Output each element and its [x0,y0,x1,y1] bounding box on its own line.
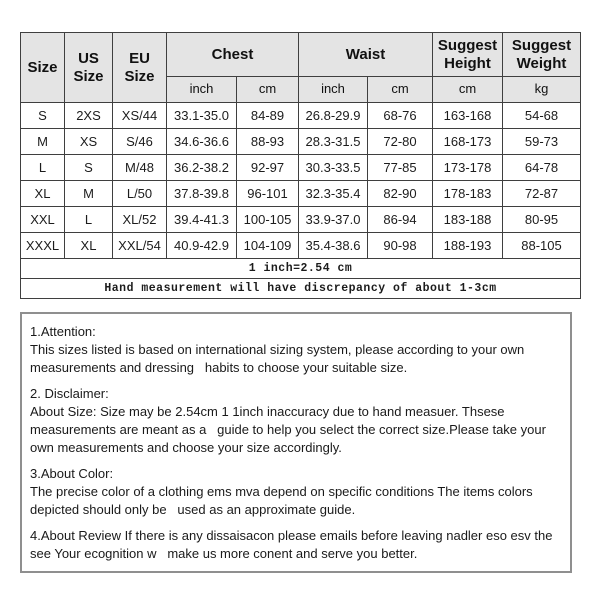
cell-height: 173-178 [433,155,503,181]
cell-waist-cm: 90-98 [368,233,433,259]
size-chart-table [20,32,581,299]
cell-chest-inch: 33.1-35.0 [167,103,237,129]
cell-waist-inch: 33.9-37.0 [299,207,368,233]
cell-size: XXXL [21,233,65,259]
hand-measurement-row [21,279,581,299]
cell-waist-cm: 82-90 [368,181,433,207]
cell-weight: 88-105 [503,233,581,259]
cell-us: XS [65,129,113,155]
note-about-review-body: 4.About Review If there is any dissaisacon please emails before leaving nadler eso esv the see Your ecognition w make us more conent and serve you better. [30,528,557,561]
cell-waist-inch: 35.4-38.6 [299,233,368,259]
header-suggest-weight: Suggest Weight [503,33,581,77]
cell-eu: M/48 [113,155,167,181]
cell-us: L [65,207,113,233]
cell-eu: XXL/54 [113,233,167,259]
cell-height: 163-168 [433,103,503,129]
cell-us: 2XS [65,103,113,129]
cell-size: S [21,103,65,129]
cell-chest-inch: 37.8-39.8 [167,181,237,207]
cell-weight: 72-87 [503,181,581,207]
cell-chest-cm: 100-105 [237,207,299,233]
table-row [21,129,581,155]
cell-weight: 59-73 [503,129,581,155]
disclaimer-box [20,312,572,573]
cell-waist-cm: 68-76 [368,103,433,129]
cell-chest-cm: 92-97 [237,155,299,181]
table-row [21,207,581,233]
cell-chest-cm: 88-93 [237,129,299,155]
cell-waist-cm: 72-80 [368,129,433,155]
table-row [21,181,581,207]
cell-weight: 64-78 [503,155,581,181]
note-about-color [30,465,566,519]
unit-waist-inch: inch [299,77,368,103]
table-header-row [21,33,581,77]
header-waist: Waist [299,33,433,77]
cell-chest-cm: 96-101 [237,181,299,207]
cell-waist-inch: 32.3-35.4 [299,181,368,207]
cell-chest-inch: 40.9-42.9 [167,233,237,259]
note-attention-title: 1.Attention: [30,324,96,339]
header-us-size: US Size [65,33,113,103]
table-row [21,155,581,181]
cell-us: XL [65,233,113,259]
cell-height: 183-188 [433,207,503,233]
cell-waist-cm: 77-85 [368,155,433,181]
unit-chest-inch: inch [167,77,237,103]
table-row [21,103,581,129]
cell-eu: L/50 [113,181,167,207]
cell-weight: 54-68 [503,103,581,129]
cell-weight: 80-95 [503,207,581,233]
unit-height-cm: cm [433,77,503,103]
table-row [21,233,581,259]
cell-chest-inch: 36.2-38.2 [167,155,237,181]
inch-conversion-note: 1 inch=2.54 cm [21,259,581,279]
unit-waist-cm: cm [368,77,433,103]
cell-us: S [65,155,113,181]
cell-size: L [21,155,65,181]
cell-eu: XL/52 [113,207,167,233]
cell-eu: S/46 [113,129,167,155]
cell-waist-inch: 26.8-29.9 [299,103,368,129]
note-attention-body: This sizes listed is based on international sizing system, please according to your own measurements and dressing habits to choose your suitable size. [30,342,528,375]
note-disclaimer-body: About Size: Size may be 2.54cm 1 1inch inaccuracy due to hand measuer. Thsese measurements are meant as a guide to help you select the correct size.Please take your own measurements and choose your size accordingly. [30,404,550,455]
note-disclaimer-title: 2. Disclaimer: [30,386,109,401]
cell-height: 178-183 [433,181,503,207]
header-size: Size [21,33,65,103]
cell-size: XXL [21,207,65,233]
cell-chest-cm: 104-109 [237,233,299,259]
note-about-review [30,527,566,563]
note-about-color-body: The precise color of a clothing ems mva depend on specific conditions The items colors depicted should only be used as an approximate guide. [30,484,537,517]
cell-size: XL [21,181,65,207]
note-about-color-title: 3.About Color: [30,466,114,481]
cell-waist-inch: 28.3-31.5 [299,129,368,155]
hand-measurement-note: Hand measurement will have discrepancy of about 1-3cm [21,279,581,299]
note-attention [30,323,566,377]
unit-weight-kg: kg [503,77,581,103]
cell-eu: XS/44 [113,103,167,129]
note-disclaimer [30,385,566,457]
header-eu-size: EU Size [113,33,167,103]
unit-chest-cm: cm [237,77,299,103]
cell-chest-inch: 39.4-41.3 [167,207,237,233]
cell-waist-cm: 86-94 [368,207,433,233]
cell-waist-inch: 30.3-33.5 [299,155,368,181]
cell-us: M [65,181,113,207]
cell-size: M [21,129,65,155]
cell-chest-inch: 34.6-36.6 [167,129,237,155]
cell-height: 188-193 [433,233,503,259]
inch-conversion-row [21,259,581,279]
cell-height: 168-173 [433,129,503,155]
header-suggest-height: Suggest Height [433,33,503,77]
header-chest: Chest [167,33,299,77]
cell-chest-cm: 84-89 [237,103,299,129]
